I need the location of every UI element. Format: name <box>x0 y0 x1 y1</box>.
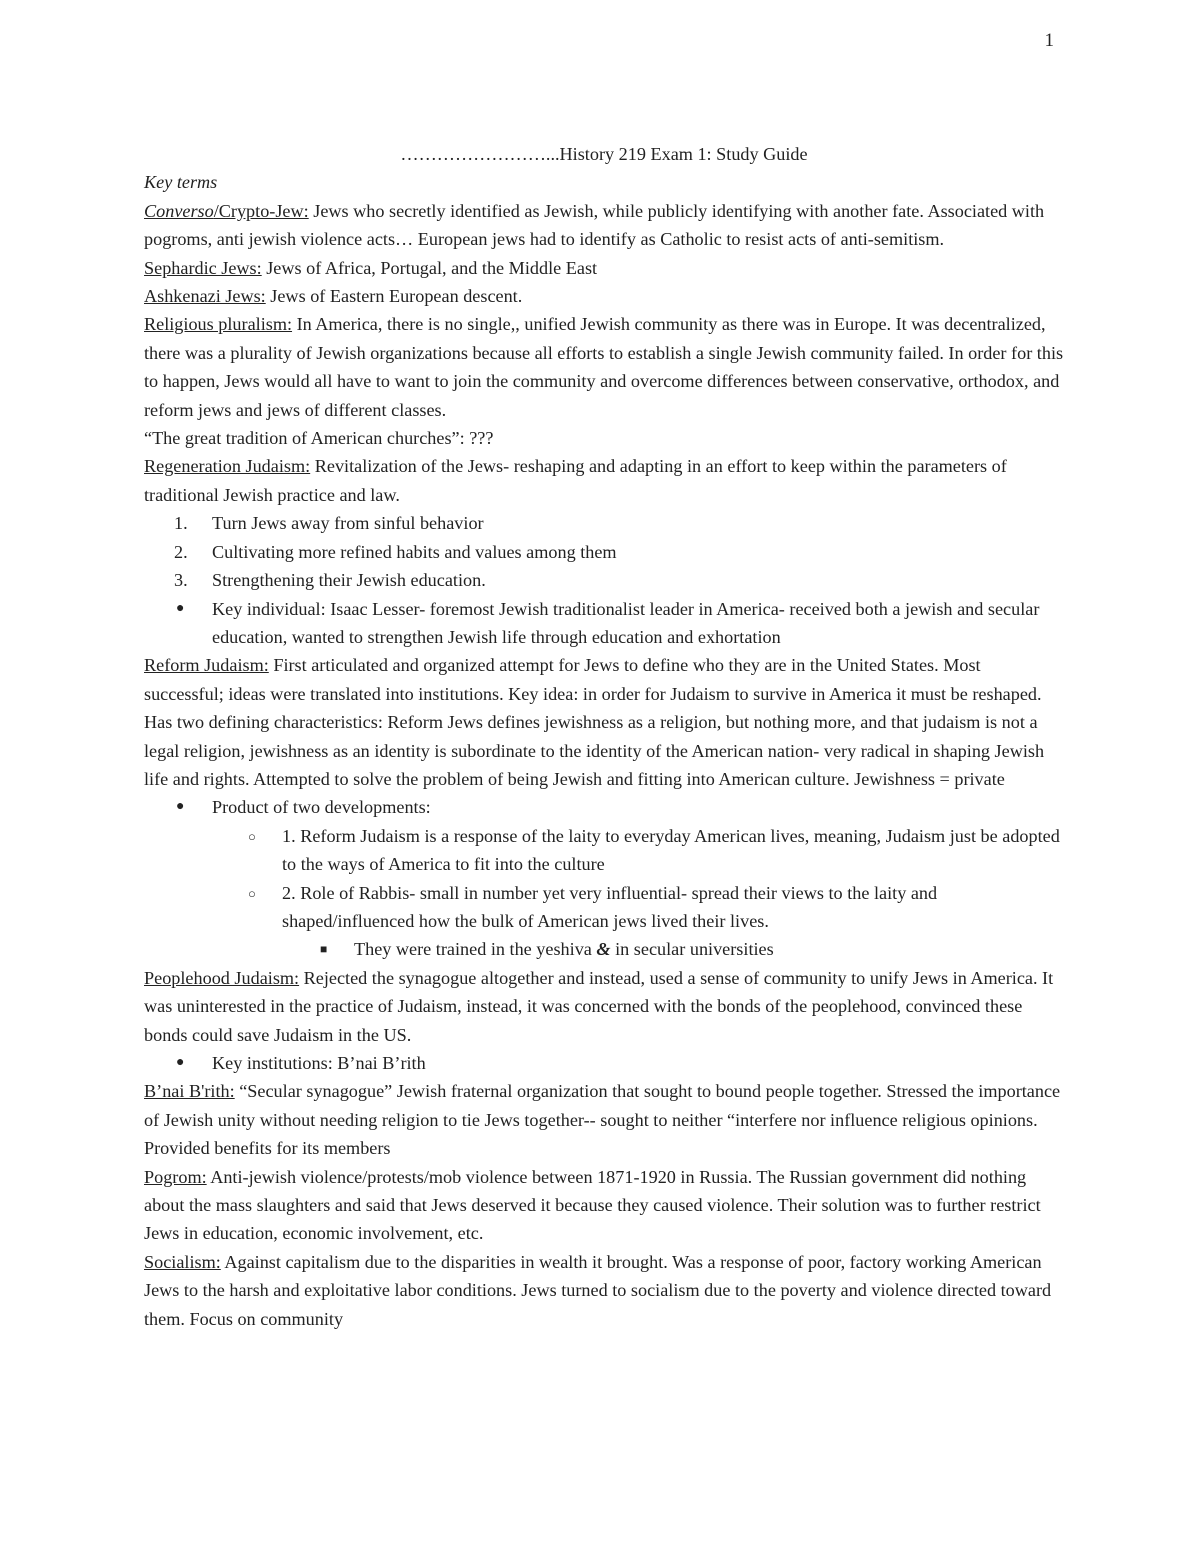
term-reform: Reform Judaism: <box>144 655 269 676</box>
def-regeneration: Revitalization of the Jews- reshaping and adapting in an effort to keep within the parameters of traditional Jewish practice and law. <box>144 456 1007 505</box>
entry-socialism <box>144 1248 1064 1333</box>
term-socialism: Socialism: <box>144 1251 221 1272</box>
def-socialism: Against capitalism due to the disparities in wealth it brought. Was a response of poor, factory working American Jews to the harsh and exploitative labor conditions. Jews turned to socialism due to the poverty and violence directed toward them. Focus on community <box>144 1251 1052 1329</box>
document-body <box>144 140 1064 1333</box>
term-ashkenazi: Ashkenazi Jews: <box>144 286 266 307</box>
list-number: 1. <box>174 513 188 534</box>
term-regeneration: Regeneration Judaism: <box>144 456 311 477</box>
list-item: 1. Turn Jews away from sinful behavior <box>144 509 1064 537</box>
def-peoplehood: Rejected the synagogue altogether and instead, used a sense of community to unify Jews in America. It was uninterested in the practice of Judaism, instead, it was concerned with the bonds of the peoplehood, convinced these bonds could save Judaism in the US. <box>144 967 1054 1045</box>
bullet-icon: ● <box>176 600 185 616</box>
def-bnai-brith: “Secular synagogue” Jewish fraternal organization that sought to bound people together. Stressed the importance of Jewish unity without needing religion to tie Jews together-- sought to neither “interfere nor influence religious opinions. Provided benefits for its members <box>144 1081 1061 1159</box>
term-bnai-brith: B’nai B'rith: <box>144 1081 235 1102</box>
square-bullet-icon: ■ <box>320 942 328 957</box>
list-item: ● Product of two developments: <box>144 793 1064 821</box>
entry-reform <box>144 651 1064 793</box>
term-crypto-jew: /Crypto-Jew: <box>213 200 309 221</box>
regeneration-list <box>144 509 1064 651</box>
def-sephardic: Jews of Africa, Portugal, and the Middle East <box>261 257 598 278</box>
entry-sephardic <box>144 254 1064 282</box>
bullet-icon: ● <box>176 1055 185 1070</box>
entry-pluralism <box>144 310 1064 424</box>
bullet-icon: ● <box>176 799 185 815</box>
list-item: ■ They were trained in the yeshiva & in secular universities <box>144 935 1064 963</box>
document-title: ……………………...History 219 Exam 1: Study Guide <box>400 144 808 164</box>
circle-bullet-icon: ○ <box>248 828 256 844</box>
def-pluralism: In America, there is no single,, unified Jewish community as there was in Europe. It was decentralized, there was a plurality of Jewish organizations because all efforts to establish a single Jewish community failed. In order for this to happen, Jews would all have to want to join the community and overcome differences between conservative, orthodox, and reform jews and jews of different classes. <box>144 314 1064 420</box>
term-sephardic: Sephardic Jews: <box>144 257 262 278</box>
entry-converso <box>144 197 1064 254</box>
def-pogrom: Anti-jewish violence/protests/mob violence between 1871-1920 in Russia. The Russian government did nothing about the mass slaughters and said that Jews deserved it because they caused violence. Their solution was to further restrict Jews in education, economic involvement, etc. <box>144 1166 1041 1244</box>
reform-list <box>144 793 1064 963</box>
def-converso: Jews who secretly identified as Jewish, while publicly identifying with another fate. Associated with pogroms, anti jewish violence acts… European jews had to identify as Catholic to resist acts of anti-semitism. <box>144 200 1045 250</box>
entry-peoplehood <box>144 964 1064 1049</box>
entry-ashkenazi <box>144 282 1064 310</box>
entry-pogrom <box>144 1163 1064 1248</box>
page-number: 1 <box>1044 30 1054 51</box>
list-number: 2. <box>174 541 188 562</box>
term-pluralism: Religious pluralism: <box>144 314 293 335</box>
list-item: ● Key individual: Isaac Lesser- foremost Jewish traditionalist leader in America- received both a jewish and secular education, wanted to strengthen Jewish life through education and exhortation <box>144 595 1064 652</box>
def-reform: First articulated and organized attempt for Jews to define who they are in the United States. Most successful; ideas were translated into institutions. Key idea: in order for Judaism to survive in America it must be reshaped. Has two defining characteristics: Reform Jews defines jewishness as a religion, but nothing more, and that judaism is not a legal religion, jewishness as an identity is subordinate to the identity of the American nation- very radical in shaping Jewish life and rights. Attempted to solve the problem of being Jewish and fitting into American culture. Jewishness = private <box>144 655 1045 789</box>
entry-regeneration <box>144 452 1064 509</box>
entry-great-tradition: “The great tradition of American churches”: ??? <box>144 428 494 449</box>
list-item: ● Key institutions: B’nai B’rith <box>144 1049 1064 1077</box>
entry-bnai-brith <box>144 1077 1064 1162</box>
section-heading: Key terms <box>144 172 218 193</box>
def-ashkenazi: Jews of Eastern European descent. <box>265 286 523 307</box>
list-item: ○ 2. Role of Rabbis- small in number yet very influential- spread their views to the laity and shaped/influenced how the bulk of American jews lived their lives. <box>144 879 1064 936</box>
list-item: 3. Strengthening their Jewish education. <box>144 566 1064 594</box>
term-pogrom: Pogrom: <box>144 1166 207 1187</box>
term-converso: Converso <box>144 200 214 221</box>
peoplehood-list <box>144 1049 1064 1077</box>
term-peoplehood: Peoplehood Judaism: <box>144 967 300 988</box>
list-number: 3. <box>174 570 188 591</box>
list-item: ○ 1. Reform Judaism is a response of the laity to everyday American lives, meaning, Judaism just be adopted to the ways of America to fit into the culture <box>144 822 1064 879</box>
list-item: 2. Cultivating more refined habits and values among them <box>144 538 1064 566</box>
circle-bullet-icon: ○ <box>248 885 256 901</box>
